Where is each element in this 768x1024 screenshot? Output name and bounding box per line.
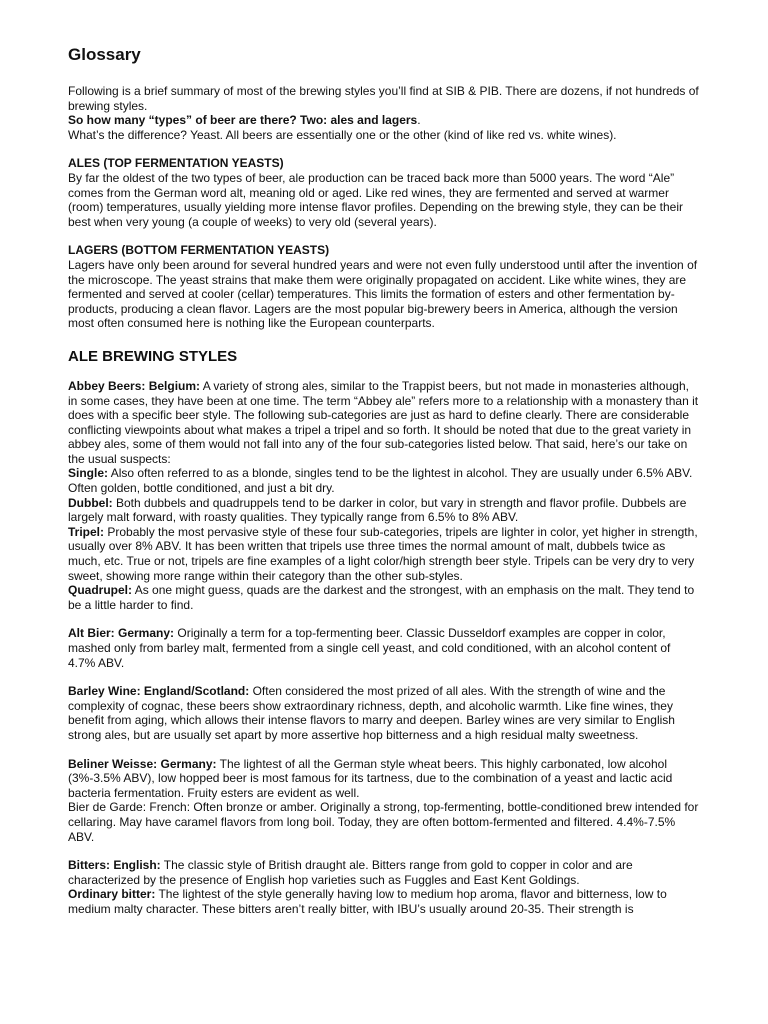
tripel-entry	[68, 525, 700, 583]
abbey-text: A variety of strong ales, similar to the Trappist beers, but not made in monasteries although, in some cases, they have been at one time. The term “Abbey ale” refers more to a relationship with a monastery than it does with a specific beer style. The following sub-categories are just as hard to define clearly. There are considerable conflicting viewpoints about what makes a tripel a tripel and so forth. It should be noted that due to the great variety in abbey ales, some of them would not fall into any of the four sub-categories listed below. That said, here’s our take on the usual suspects:	[68, 378, 699, 466]
intro-difference: What’s the difference? Yeast. All beers are essentially one or the other (kind of like red vs. white wines).	[68, 127, 617, 142]
tripel-term: Tripel:	[68, 524, 105, 539]
bier-de-garde-entry: Bier de Garde: French: Often bronze or amber. Originally a strong, top-fermenting, bottle-conditioned brew intended for cellaring. May have caramel flavors from long boil. Today, they are often bottom-fermented and filtered. 4.4%-7.5% ABV.	[68, 800, 699, 844]
quadrupel-text: As one might guess, quads are the darkest and the strongest, with an emphasis on the malt. They tend to be a little harder to find.	[68, 583, 695, 612]
ordinary-bitter-text: The lightest of the style generally having low to medium hop aroma, flavor and bitterness, low to medium malty character. These bitters aren’t really bitter, with IBU’s usually around 20-35. Their strength is	[68, 887, 667, 916]
barley-wine-text: Often considered the most prized of all ales. With the strength of wine and the complexity of cognac, these beers show extraordinary richness, depth, and alcoholic warmth. Like fine wines, they benefit from aging, which allows their intense flavors to marry and deepen. Barley wines are very similar to English strong ales, but are usually set apart by more assertive hop bitterness and a high residual malty sweetness.	[68, 684, 675, 742]
single-entry	[68, 466, 700, 495]
alt-bier-term: Alt Bier: Germany:	[68, 626, 175, 641]
ales-paragraph: By far the oldest of the two types of beer, ale production can be traced back more than 5000 years. The word “Ale” comes from the German word alt, meaning old or aged. Like red wines, they are fermented and served at warmer (room) temperatures, usually yielding more intense flavor profiles. Depending on the brewing style, they can be their best when very young (a couple of weeks) to very old (several years).	[68, 170, 683, 229]
abbey-entry	[68, 379, 700, 467]
question-text: So how many “types” of beer are there? Two: ales and lagers	[68, 113, 418, 128]
lagers-paragraph: Lagers have only been around for several hundred years and were not even fully understood until after the invention of the microscope. The yeast strains that make them were originally propagated on accident. Like white wines, they are fermented and served at cooler (cellar) temperatures. This limits the formation of esters and other fermentation by-products, producing a clean flavor. Lagers are the most popular big-brewery beers in America, although the version most often consumed here is nothing like the European counterparts.	[68, 257, 698, 331]
alt-bier-text: Originally a term for a top-fermenting beer. Classic Dusseldorf examples are copper in color, mashed only from barley malt, fermented from a single cell yeast, and cold conditioned, with an alcohol content of 4.7% ABV.	[68, 626, 671, 670]
lagers-heading: LAGERS (BOTTOM FERMENTATION YEASTS)	[68, 243, 330, 258]
berliner-weisse-entry	[68, 757, 700, 801]
ordinary-bitter-entry	[68, 887, 700, 916]
alt-bier-entry	[68, 626, 700, 670]
bitters-text: The classic style of British draught ale. Bitters range from gold to copper in color and are characterized by the presence of English hop varieties such as Fuggles and East Kent Goldings.	[68, 858, 633, 887]
ales-heading: ALES (TOP FERMENTATION YEASTS)	[68, 156, 284, 171]
dubbel-term: Dubbel:	[68, 495, 113, 510]
dubbel-text: Both dubbels and quadruppels tend to be darker in color, but vary in strength and flavor profile. Dubbels are largely malt forward, with roasty qualities. They typically range from 6.5% to 8% ABV.	[68, 495, 687, 525]
bitters-entry	[68, 858, 700, 887]
ale-styles-heading: ALE BREWING STYLES	[68, 347, 238, 365]
intro-paragraph: Following is a brief summary of most of the brewing styles you’ll find at SIB & PIB. There are dozens, if not hundreds of brewing styles.	[68, 84, 699, 113]
single-text: Also often referred to as a blonde, singles tend to be the lightest in alcohol. They are usually under 6.5% ABV. Often golden, bottle conditioned, and just a bit dry.	[68, 466, 693, 496]
berliner-weisse-text: The lightest of all the German style wheat beers. This highly carbonated, low alcohol (3%-3.5% ABV), low hopped beer is most famous for its tartness, due to the combination of a yeast and lactic acid bacteria fermentation. Fruity esters are evident as well.	[68, 756, 673, 800]
abbey-term: Abbey Beers: Belgium:	[68, 378, 201, 393]
quadrupel-entry	[68, 583, 700, 612]
document-page	[68, 40, 700, 917]
bitters-term: Bitters: English:	[68, 858, 161, 873]
dubbel-entry	[68, 496, 700, 525]
barley-wine-entry	[68, 684, 700, 742]
ordinary-bitter-term: Ordinary bitter:	[68, 887, 156, 902]
single-term: Single:	[68, 466, 109, 481]
page-title: Glossary	[68, 45, 141, 64]
intro-question	[68, 113, 700, 128]
barley-wine-term: Barley Wine: England/Scotland:	[68, 684, 250, 699]
tripel-text: Probably the most pervasive style of these four sub-categories, tripels are lighter in color, yet higher in strength, usually over 8% ABV. It has been written that tripels use three times the normal amount of malt, dubbels twice as much, etc. True or not, tripels are fine examples of a light color/high strength beer style. Tripels can be very dry to very sweet, showing more range within their category than the other sub-styles.	[68, 524, 698, 583]
berliner-weisse-term: Beliner Weisse: Germany:	[68, 756, 217, 771]
question-period: .	[417, 113, 421, 128]
quadrupel-term: Quadrupel:	[68, 583, 133, 598]
